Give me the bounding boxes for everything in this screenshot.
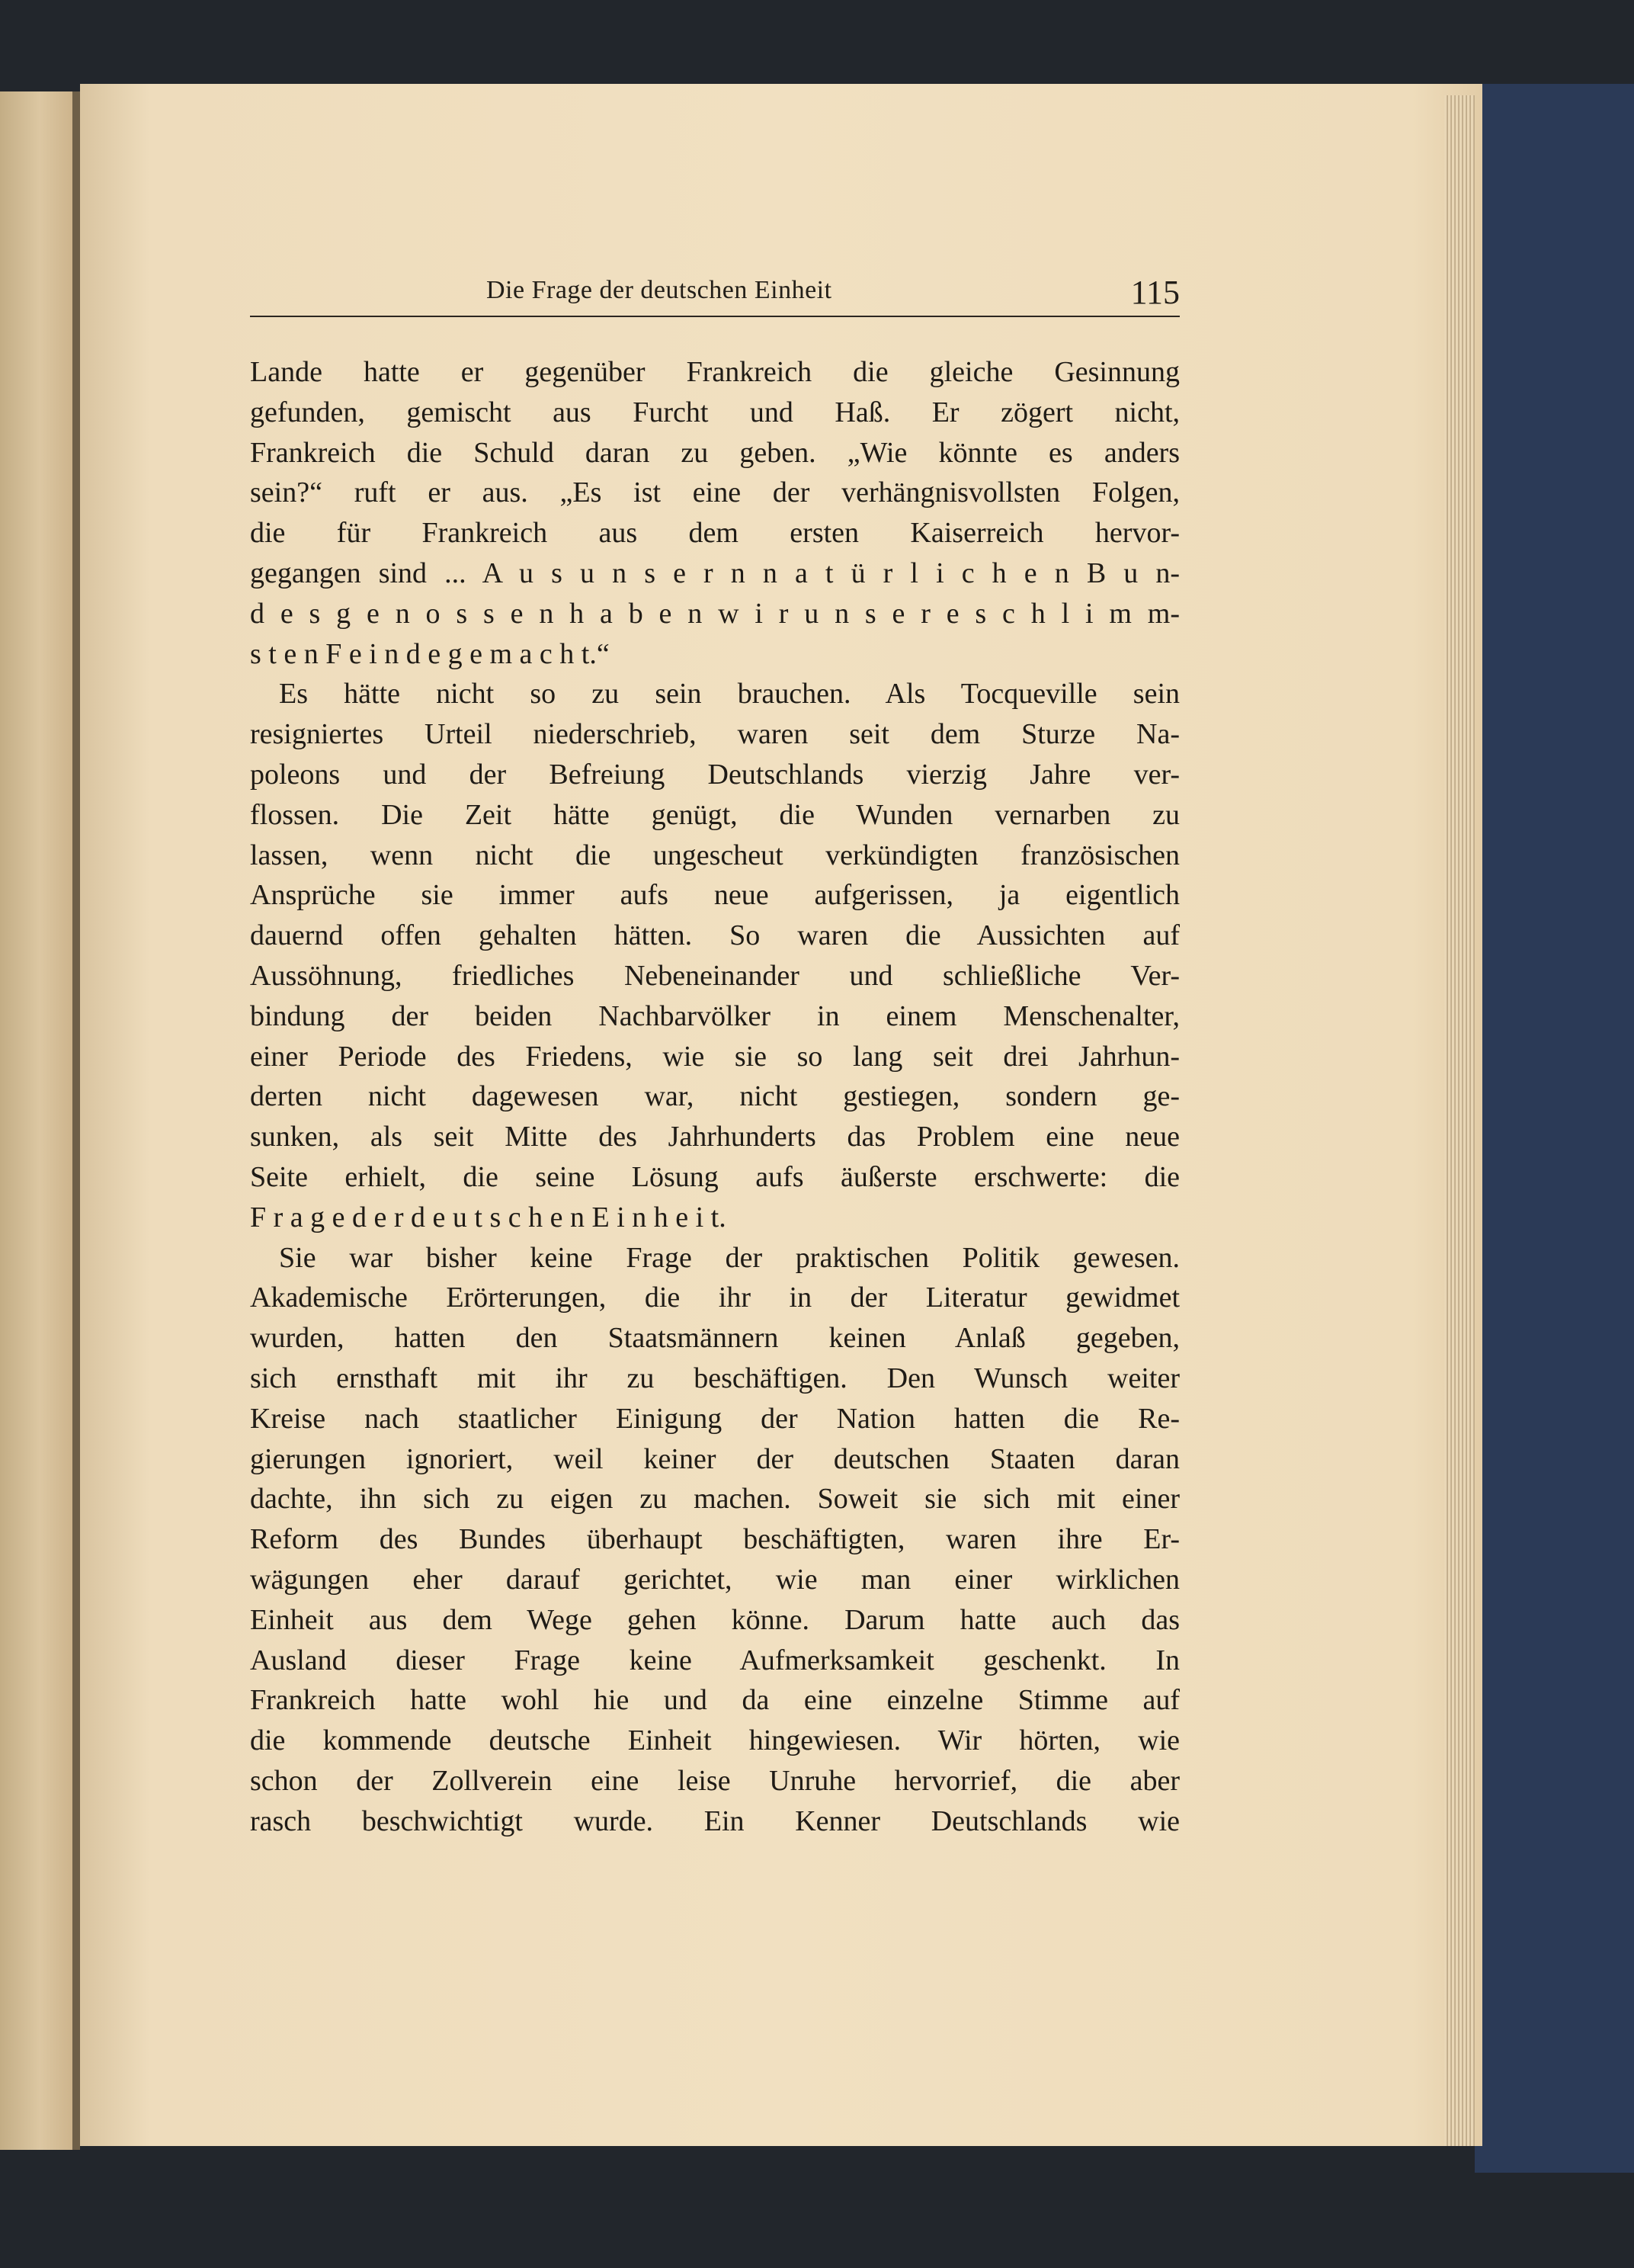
page-stack-edge bbox=[1444, 95, 1475, 2146]
text-line: gefunden, gemischt aus Furcht und Haß. Er zögert nicht, bbox=[250, 396, 1180, 428]
text-line: Reform des Bundes überhaupt beschäftigten, waren ihre Er- bbox=[250, 1523, 1180, 1556]
text-line: Ansprüche sie immer aufs neue aufgerissen, ja eigentlich bbox=[250, 879, 1180, 912]
text-line: gegangen sind ... A u s u n s e r n n a t ü r l i c h e n B u n- bbox=[250, 557, 1180, 589]
book-gutter bbox=[72, 91, 80, 2150]
text-line: Seite erhielt, die seine Lösung aufs äußerste erschwerte: die bbox=[250, 1160, 1180, 1193]
body-text bbox=[250, 352, 1180, 1841]
text-line: Kreise nach staatlicher Einigung der Nation hatten die Re- bbox=[250, 1402, 1180, 1435]
text-line: bindung der beiden Nachbarvölker in einem Menschenalter, bbox=[250, 999, 1180, 1032]
text-line: einer Periode des Friedens, wie sie so lang seit drei Jahrhun- bbox=[250, 1040, 1180, 1073]
text-line: dauernd offen gehalten hätten. So waren die Aussichten auf bbox=[250, 919, 1180, 952]
text-line: derten nicht dagewesen war, nicht gestiegen, sondern ge- bbox=[250, 1080, 1180, 1113]
text-line: sein?“ ruft er aus. „Es ist eine der verhängnisvollsten Folgen, bbox=[250, 476, 1180, 509]
running-header bbox=[250, 276, 1180, 317]
text-line: d e s g e n o s s e n h a b e n w i r u n s e r e s c h l i m m- bbox=[250, 597, 1180, 630]
text-line: F r a g e d e r d e u t s c h e n E i n h e i t. bbox=[250, 1201, 726, 1233]
text-line: rasch beschwichtigt wurde. Ein Kenner Deutschlands wie bbox=[250, 1804, 1180, 1837]
text-line: poleons und der Befreiung Deutschlands vierzig Jahre ver- bbox=[250, 758, 1180, 791]
facing-page-edge bbox=[0, 91, 72, 2150]
text-line: Aussöhnung, friedliches Nebeneinander und schließliche Ver- bbox=[250, 959, 1180, 992]
text-line: schon der Zollverein eine leise Unruhe hervorrief, die aber bbox=[250, 1764, 1180, 1797]
running-title: Die Frage der deutschen Einheit bbox=[486, 276, 832, 304]
text-line: Frankreich hatte wohl hie und da eine einzelne Stimme auf bbox=[250, 1684, 1180, 1717]
text-line: Einheit aus dem Wege gehen könne. Darum hatte auch das bbox=[250, 1603, 1180, 1636]
text-line: die kommende deutsche Einheit hingewiesen. Wir hörten, wie bbox=[250, 1724, 1180, 1757]
text-line: sunken, als seit Mitte des Jahrhunderts das Problem eine neue bbox=[250, 1121, 1180, 1153]
text-line: Akademische Erörterungen, die ihr in der Literatur gewidmet bbox=[250, 1282, 1180, 1314]
book-cover bbox=[1475, 84, 1634, 2173]
text-line: die für Frankreich aus dem ersten Kaiserreich hervor- bbox=[250, 517, 1180, 550]
text-line: s t e n F e i n d e g e m a c h t.“ bbox=[250, 637, 610, 670]
text-line: lassen, wenn nicht die ungescheut verkündigten französischen bbox=[250, 839, 1180, 871]
text-line: Sie war bisher keine Frage der praktischen Politik gewesen. bbox=[279, 1241, 1180, 1274]
text-line: Es hätte nicht so zu sein brauchen. Als Tocqueville sein bbox=[279, 678, 1180, 711]
text-line: Frankreich die Schuld daran zu geben. „Wie könnte es anders bbox=[250, 436, 1180, 469]
page-number: 115 bbox=[1130, 274, 1180, 311]
text-line: gierungen ignoriert, weil keiner der deutschen Staaten daran bbox=[250, 1442, 1180, 1475]
text-line: flossen. Die Zeit hätte genügt, die Wunden vernarben zu bbox=[250, 798, 1180, 831]
text-line: Lande hatte er gegenüber Frankreich die gleiche Gesinnung bbox=[250, 356, 1180, 388]
text-line: Ausland dieser Frage keine Aufmerksamkeit geschenkt. In bbox=[250, 1644, 1180, 1676]
text-line: sich ernsthaft mit ihr zu beschäftigen. Den Wunsch weiter bbox=[250, 1362, 1180, 1394]
text-line: wägungen eher darauf gerichtet, wie man einer wirklichen bbox=[250, 1563, 1180, 1596]
text-line: wurden, hatten den Staatsmännern keinen Anlaß gegeben, bbox=[250, 1322, 1180, 1355]
text-line: dachte, ihn sich zu eigen zu machen. Soweit sie sich mit einer bbox=[250, 1483, 1180, 1516]
text-line: resigniertes Urteil niederschrieb, waren seit dem Sturze Na- bbox=[250, 718, 1180, 751]
